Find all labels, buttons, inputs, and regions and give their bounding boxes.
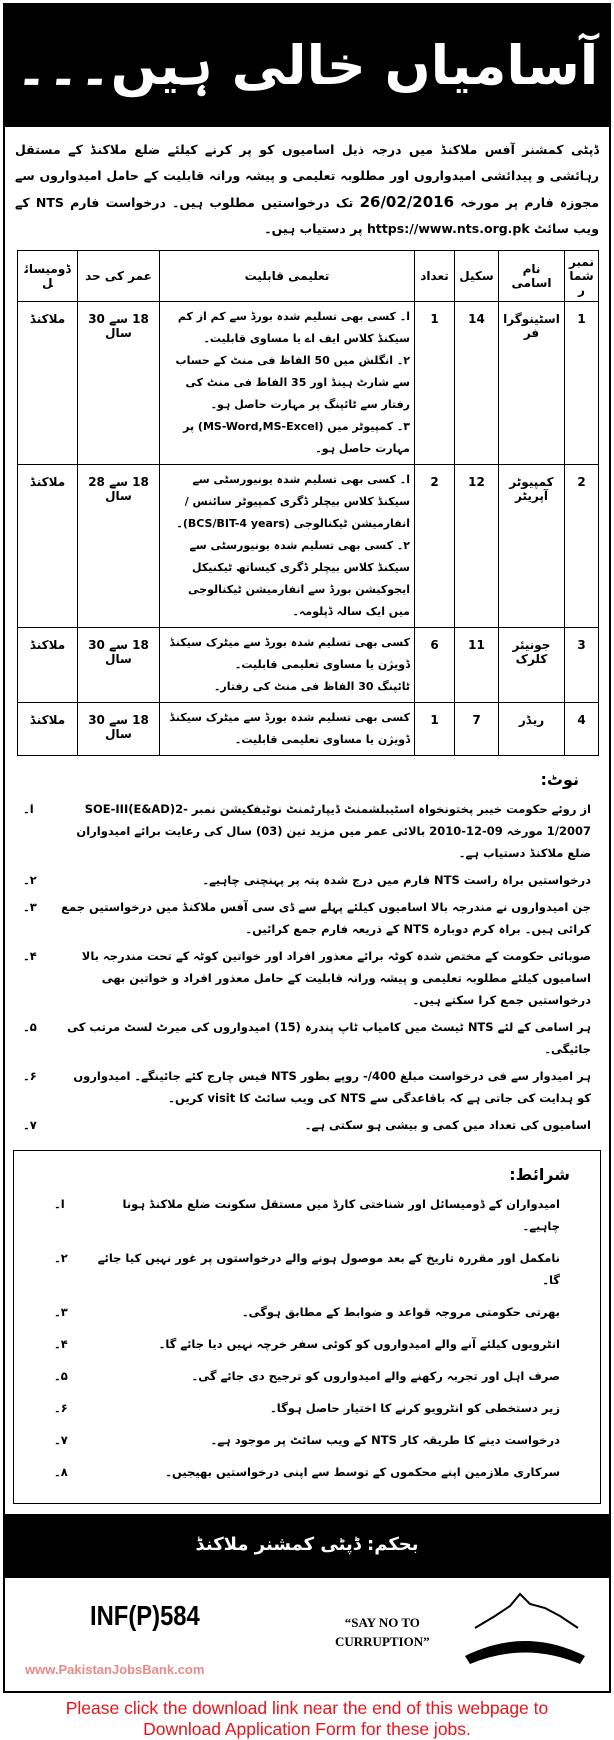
list-item — [23, 1016, 591, 1060]
signature-band: بحکم: ڈپٹی کمشنر ملاکنڈ — [5, 1514, 609, 1576]
item-text: درخواست دینے کا طریقہ کار NTS کے ویب سائٹ پر موجود ہے۔ — [210, 1433, 560, 1447]
conditions-list — [54, 1193, 560, 1483]
serial-cell: 2 — [565, 465, 599, 628]
qualification-line: ا۔ کسی بھی تسلیم شدہ یونیورسٹی سے سیکنڈ کلاس بیچلر ڈگری کمپیوٹر سائنس / انفارمیشن ٹیکنالوجی (BCS/BIT-4 years)۔ — [176, 473, 410, 530]
list-item — [23, 896, 591, 940]
inf-number: INF(P)584 — [90, 1600, 200, 1631]
domicile-cell: ملاکنڈ — [18, 628, 78, 703]
qualification-line: ا۔ کسی بھی تسلیم شدہ بورڈ سے کم از کم سیکنڈ کلاس ایف اے یا مساوی قابلیت۔ — [177, 310, 410, 345]
col-age: عمر کی حد — [78, 251, 160, 302]
count-cell: 1 — [415, 703, 455, 756]
say-no-corruption — [335, 1613, 430, 1651]
item-text: صرف اہل اور تجربہ رکھنے والے امیدواروں کو ترجیح دی جائے گی۔ — [191, 1369, 560, 1383]
col-domicile: ڈومیسائل — [18, 251, 78, 302]
list-item — [54, 1397, 560, 1419]
item-number: ۳۔ — [23, 900, 37, 914]
intro-part2: تک درخواستیں مطلوب ہیں۔ درخواست فارم NTS کے ویب سائٹ https://www.nts.org.pk پر دستیاب ہیں۔ — [15, 195, 599, 236]
qualification-line: ۲۔ انگلش میں 50 الفاظ فی منٹ کے حساب سے شارٹ ہینڈ اور 35 الفاظ فی منٹ کی رفتار سے ٹائپنگ پر مہارت حاصل ہو۔ — [175, 354, 410, 411]
item-number: ۷۔ — [54, 1433, 68, 1447]
item-text: ہر اسامی کے لئے NTS ٹیسٹ میں کامیاب ٹاپ پندرہ (15) امیدواروں کی میرٹ لسٹ مرتب کی جائیگی۔ — [67, 1020, 591, 1056]
serial-cell: 4 — [565, 703, 599, 756]
post-cell: اسٹینوگرافر — [499, 302, 565, 465]
list-item — [54, 1429, 560, 1451]
item-text: از روئے حکومت خیبر پختونخواہ اسٹیبلشمنٹ ڈیپارٹمنٹ نوٹیفکیشن نمبر SOE-III(E&AD)2-1/2007 مورخہ 09-12-2010 بالائی عمر میں مزید تین (03) سال کی رعایت برائے امیدواران ضلع ملاکنڈ دستیاب ہے۔ — [76, 802, 591, 860]
list-item — [23, 1065, 591, 1109]
count-cell: 1 — [415, 302, 455, 465]
age-cell: 18 سے 30 سال — [78, 628, 160, 703]
age-cell: 18 سے 30 سال — [78, 703, 160, 756]
post-cell: کمپیوٹر آپریٹر — [499, 465, 565, 628]
qualification-line: ۳۔ کمپیوٹر میں (MS-Word,MS-Excel) پر مہارت حاصل ہو۔ — [183, 420, 410, 455]
list-item — [54, 1301, 560, 1323]
notes-heading: نوٹ: — [540, 770, 579, 789]
post-cell: جونیئر کلرک — [499, 628, 565, 703]
item-number: ا۔ — [54, 1197, 65, 1211]
qualification-cell — [160, 703, 415, 756]
item-text: اسامیوں کی تعداد میں کمی و بیشی ہو سکتی ہے۔ — [304, 1118, 591, 1132]
item-number: ۲۔ — [23, 873, 37, 887]
list-item — [54, 1461, 560, 1483]
list-item — [23, 945, 591, 1011]
intro-text — [15, 137, 599, 242]
item-number: ۲۔ — [54, 1251, 68, 1265]
item-number: ۵۔ — [23, 1020, 37, 1034]
list-item — [54, 1333, 560, 1355]
item-number: ۴۔ — [54, 1337, 68, 1351]
item-text: زیر دستخطی کو انٹرویو کرنے کا اختیار حاصل ہوگا۔ — [270, 1401, 560, 1415]
item-text: درخواستیں براہ راست NTS فارم میں درج شدہ پتہ پر پہنچنی چاہیے۔ — [202, 873, 591, 887]
scale-cell: 12 — [455, 465, 499, 628]
item-text: انٹرویوں کیلئے آنے والے امیدواروں کو کوئی سفر خرچہ نہیں دیا جائے گا۔ — [158, 1337, 560, 1351]
download-notice — [0, 1696, 614, 1740]
qualification-line: کسی بھی تسلیم شدہ بورڈ سے میٹرک سیکنڈ ڈویژن یا مساوی تعلیمی قابلیت۔ — [169, 636, 410, 671]
col-serial: نمبر شمار — [565, 251, 599, 302]
item-text: نامکمل اور مقررہ تاریخ کے بعد موصول ہونے والے درخواستوں پر غور نہیں کیا جائے گا۔ — [97, 1251, 560, 1287]
item-number: ا۔ — [23, 802, 34, 816]
count-cell: 6 — [415, 628, 455, 703]
item-number: ۵۔ — [54, 1369, 68, 1383]
say-line2: CURRUPTION” — [335, 1634, 430, 1649]
post-cell: ریڈر — [499, 703, 565, 756]
col-count: تعداد — [415, 251, 455, 302]
domicile-cell: ملاکنڈ — [18, 703, 78, 756]
intro-part1: ڈپٹی کمشنر آفس ملاکنڈ میں درجہ ذیل اسامیوں کو پر کرنے کیلئے ضلع ملاکنڈ کے مستقل رہائشی و پیدائشی امیدواروں اور مطلوبہ تعلیمی و پیشہ ورانہ قابلیت کے حامل امیدواروں سے مجوزہ فارم پر مورخہ — [15, 142, 599, 210]
item-text: سرکاری ملازمین اپنے محکموں کے توسط سے اپنی درخواستیں بھیجیں۔ — [165, 1465, 560, 1479]
item-number: ۴۔ — [23, 949, 37, 963]
domicile-cell: ملاکنڈ — [18, 302, 78, 465]
conditions-heading: شرائط: — [509, 1165, 570, 1184]
notice-line1: Please click the download link near the end of this webpage to — [65, 1698, 549, 1718]
scale-cell: 11 — [455, 628, 499, 703]
item-text: ہر امیدوار سے فی درخواست مبلغ 400/- روپے بطور NTS فیس چارج کئے جائینگے۔ امیدواروں کو ہدایت کی جاتی ہے کہ باقاعدگی سے NTS کی ویب سائٹ کا visit کریں۔ — [73, 1069, 591, 1105]
qualification-cell — [160, 465, 415, 628]
item-text: صوبائی حکومت کے مختص شدہ کوٹہ برائے معذور افراد اور خواتین کوٹہ کے تحت مندرجہ بالا اسامیوں کیلئے مطلوبہ تعلیمی و پیشہ ورانہ قابلیت کے حامل معذور افراد و خواتین بھی درخواستیں جمع کرا سکتے ہیں۔ — [81, 949, 591, 1007]
list-item — [23, 1114, 591, 1136]
watermark: www.PakistanJobsBank.com — [25, 1662, 205, 1677]
qualification-line: ۲۔ کسی بھی تسلیم شدہ یونیورسٹی سے سیکنڈ کلاس بیچلر ڈگری کیساتھ ٹیکنیکل ایجوکیشن بورڈ سے انفارمیشن ٹیکنالوجی میں ایک سالہ ڈپلومہ۔ — [188, 539, 410, 618]
last-date: 26/02/2016 — [359, 193, 455, 211]
item-text: جن امیدواروں نے مندرجہ بالا اسامیوں کیلئے پہلے سے ڈی سی آفس ملاکنڈ میں درخواستیں جمع کرائی ہیں۔ براہ کرم دوبارہ NTS کے ذریعہ فارم جمع کرائیں۔ — [61, 900, 591, 936]
vacancy-table — [17, 250, 599, 756]
list-item — [23, 869, 591, 891]
item-number: ۶۔ — [54, 1401, 68, 1415]
item-number: ۸۔ — [54, 1465, 68, 1479]
table-row — [18, 703, 599, 756]
col-qualification: تعلیمی قابلیت — [160, 251, 415, 302]
kp-reforming-logo — [460, 1586, 590, 1681]
notes-list — [23, 798, 591, 1136]
item-number: ۶۔ — [23, 1069, 37, 1083]
item-text: امیدواران کے ڈومیسائل اور شناختی کارڈ میں مستقل سکونت ضلع ملاکنڈ ہونا چاہیے۔ — [122, 1197, 560, 1233]
col-post: نام اسامی — [499, 251, 565, 302]
list-item — [23, 798, 591, 864]
serial-cell: 1 — [565, 302, 599, 465]
table-row — [18, 465, 599, 628]
say-line1: “SAY NO TO — [344, 1615, 420, 1630]
qualification-cell — [160, 302, 415, 465]
serial-cell: 3 — [565, 628, 599, 703]
ad-title: آسامیاں خالی ہیں۔۔۔ — [5, 5, 609, 127]
list-item — [54, 1365, 560, 1387]
item-text: بھرتی حکومتی مروجہ قواعد و ضوابط کے مطابق ہوگی۔ — [241, 1305, 560, 1319]
age-cell: 18 سے 28 سال — [78, 465, 160, 628]
scale-cell: 7 — [455, 703, 499, 756]
notice-line2: Download Application Form for these jobs. — [143, 1719, 471, 1739]
table-row — [18, 302, 599, 465]
count-cell: 2 — [415, 465, 455, 628]
footer-box — [5, 1576, 609, 1691]
table-header-row — [18, 251, 599, 302]
domicile-cell: ملاکنڈ — [18, 465, 78, 628]
conditions-box — [13, 1150, 601, 1504]
qualification-line: ٹائپنگ 30 الفاظ فی منٹ کی رفتار۔ — [213, 680, 410, 693]
qualification-line: کسی بھی تسلیم شدہ بورڈ سے میٹرک سیکنڈ ڈویژن یا مساوی تعلیمی قابلیت۔ — [169, 711, 410, 746]
ad-frame — [3, 3, 611, 1693]
item-number: ۷۔ — [23, 1118, 37, 1132]
list-item — [54, 1193, 560, 1237]
age-cell: 18 سے 30 سال — [78, 302, 160, 465]
list-item — [54, 1247, 560, 1291]
scale-cell: 14 — [455, 302, 499, 465]
item-number: ۳۔ — [54, 1305, 68, 1319]
col-scale: سکیل — [455, 251, 499, 302]
qualification-cell — [160, 628, 415, 703]
table-row — [18, 628, 599, 703]
